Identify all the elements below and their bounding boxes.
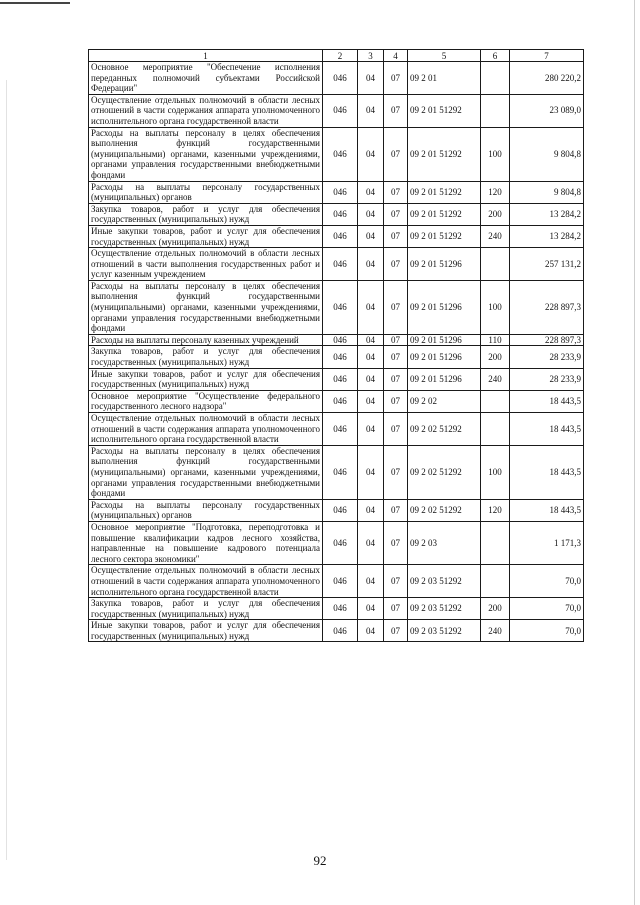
amount-cell: 13 284,2 (510, 225, 584, 247)
amount-cell: 18 443,5 (510, 390, 584, 412)
expense-type-cell (481, 413, 510, 446)
row-name-cell: Иные закупки товаров, работ и услуг для обеспечения государственных (муниципальных) нужд (89, 368, 323, 390)
target-article-cell: 09 2 03 51292 (408, 598, 481, 620)
subsection-code-cell: 07 (384, 620, 408, 642)
subsection-code-cell: 07 (384, 346, 408, 368)
scan-mark (0, 2, 70, 4)
amount-cell: 70,0 (510, 565, 584, 598)
target-article-cell: 09 2 03 (408, 521, 481, 564)
expense-type-cell: 240 (481, 620, 510, 642)
scan-edge-right (634, 0, 635, 905)
row-name-cell: Расходы на выплаты персоналу государственных (муниципальных) органов (89, 499, 323, 521)
amount-cell: 13 284,2 (510, 203, 584, 225)
table-row (89, 62, 584, 95)
amount-cell: 23 089,0 (510, 94, 584, 127)
expense-type-cell: 200 (481, 598, 510, 620)
header-row (89, 50, 584, 62)
row-name-cell: Осуществление отдельных полномочий в области лесных отношений в части содержания аппарата уполномоченного исполнительного органа государственной власти (89, 565, 323, 598)
expense-type-cell: 120 (481, 499, 510, 521)
amount-cell: 1 171,3 (510, 521, 584, 564)
expense-type-cell (481, 565, 510, 598)
amount-cell: 70,0 (510, 598, 584, 620)
grbs-code-cell: 046 (323, 280, 358, 334)
section-code-cell: 04 (358, 62, 384, 95)
table-row (89, 127, 584, 181)
section-code-cell: 04 (358, 127, 384, 181)
row-name-cell: Осуществление отдельных полномочий в области лесных отношений в части содержания аппарата уполномоченного исполнительного органа государственной власти (89, 94, 323, 127)
section-code-cell: 04 (358, 445, 384, 499)
target-article-cell: 09 2 01 51296 (408, 368, 481, 390)
subsection-code-cell: 07 (384, 203, 408, 225)
header-cell: 5 (408, 50, 481, 62)
table-row (89, 368, 584, 390)
expense-type-cell: 200 (481, 346, 510, 368)
section-code-cell: 04 (358, 248, 384, 281)
header-cell: 7 (510, 50, 584, 62)
subsection-code-cell: 07 (384, 127, 408, 181)
subsection-code-cell: 07 (384, 225, 408, 247)
subsection-code-cell: 07 (384, 181, 408, 203)
target-article-cell: 09 2 01 (408, 62, 481, 95)
table-row (89, 445, 584, 499)
expense-type-cell: 100 (481, 127, 510, 181)
row-name-cell: Основное мероприятие "Осуществление федерального государственного лесного надзора" (89, 390, 323, 412)
subsection-code-cell: 07 (384, 390, 408, 412)
target-article-cell: 09 2 01 51296 (408, 280, 481, 334)
amount-cell: 18 443,5 (510, 413, 584, 446)
table-row (89, 225, 584, 247)
header-cell: 3 (358, 50, 384, 62)
table-row (89, 598, 584, 620)
section-code-cell: 04 (358, 181, 384, 203)
target-article-cell: 09 2 01 51292 (408, 181, 481, 203)
grbs-code-cell: 046 (323, 203, 358, 225)
grbs-code-cell: 046 (323, 181, 358, 203)
budget-table (88, 49, 584, 642)
subsection-code-cell: 07 (384, 413, 408, 446)
amount-cell: 28 233,9 (510, 368, 584, 390)
table-row (89, 521, 584, 564)
section-code-cell: 04 (358, 413, 384, 446)
table-row (89, 390, 584, 412)
expense-type-cell (481, 521, 510, 564)
row-name-cell: Расходы на выплаты персоналу в целях обеспечения выполнения функций государственными (муниципальными) органами, казенными учреждениями, органами управления государственными внебюджетными фондами (89, 280, 323, 334)
row-name-cell: Расходы на выплаты персоналу в целях обеспечения выполнения функций государственными (муниципальными) органами, казенными учреждениями, органами управления государственными внебюджетными фондами (89, 127, 323, 181)
section-code-cell: 04 (358, 620, 384, 642)
row-name-cell: Закупка товаров, работ и услуг для обеспечения государственных (муниципальных) нужд (89, 203, 323, 225)
amount-cell: 70,0 (510, 620, 584, 642)
subsection-code-cell: 07 (384, 94, 408, 127)
subsection-code-cell: 07 (384, 248, 408, 281)
target-article-cell: 09 2 01 51292 (408, 203, 481, 225)
row-name-cell: Закупка товаров, работ и услуг для обеспечения государственных (муниципальных) нужд (89, 598, 323, 620)
target-article-cell: 09 2 01 51296 (408, 346, 481, 368)
expense-type-cell: 100 (481, 445, 510, 499)
section-code-cell: 04 (358, 94, 384, 127)
table-row (89, 181, 584, 203)
grbs-code-cell: 046 (323, 127, 358, 181)
row-name-cell: Основное мероприятие "Обеспечение исполнения переданных полномочий субъектами Российской Федерации" (89, 62, 323, 95)
amount-cell: 257 131,2 (510, 248, 584, 281)
target-article-cell: 09 2 02 51292 (408, 413, 481, 446)
row-name-cell: Иные закупки товаров, работ и услуг для обеспечения государственных (муниципальных) нужд (89, 620, 323, 642)
grbs-code-cell: 046 (323, 390, 358, 412)
table-row (89, 346, 584, 368)
section-code-cell: 04 (358, 368, 384, 390)
grbs-code-cell: 046 (323, 225, 358, 247)
expense-type-cell: 120 (481, 181, 510, 203)
amount-cell: 228 897,3 (510, 334, 584, 346)
subsection-code-cell: 07 (384, 499, 408, 521)
grbs-code-cell: 046 (323, 346, 358, 368)
section-code-cell: 04 (358, 334, 384, 346)
grbs-code-cell: 046 (323, 248, 358, 281)
row-name-cell: Расходы на выплаты персоналу казенных учреждений (89, 334, 323, 346)
subsection-code-cell: 07 (384, 445, 408, 499)
section-code-cell: 04 (358, 280, 384, 334)
amount-cell: 228 897,3 (510, 280, 584, 334)
row-name-cell: Иные закупки товаров, работ и услуг для обеспечения государственных (муниципальных) нужд (89, 225, 323, 247)
row-name-cell: Осуществление отдельных полномочий в области лесных отношений в части содержания аппарата уполномоченного исполнительного органа государственной власти (89, 413, 323, 446)
grbs-code-cell: 046 (323, 499, 358, 521)
subsection-code-cell: 07 (384, 62, 408, 95)
subsection-code-cell: 07 (384, 280, 408, 334)
target-article-cell: 09 2 01 51296 (408, 334, 481, 346)
section-code-cell: 04 (358, 598, 384, 620)
expense-type-cell (481, 248, 510, 281)
amount-cell: 280 220,2 (510, 62, 584, 95)
header-cell: 2 (323, 50, 358, 62)
expense-type-cell: 240 (481, 225, 510, 247)
row-name-cell: Закупка товаров, работ и услуг для обеспечения государственных (муниципальных) нужд (89, 346, 323, 368)
grbs-code-cell: 046 (323, 445, 358, 499)
subsection-code-cell: 07 (384, 598, 408, 620)
table-row (89, 248, 584, 281)
subsection-code-cell: 07 (384, 521, 408, 564)
header-cell: 1 (89, 50, 323, 62)
amount-cell: 28 233,9 (510, 346, 584, 368)
header-cell: 6 (481, 50, 510, 62)
grbs-code-cell: 046 (323, 94, 358, 127)
grbs-code-cell: 046 (323, 620, 358, 642)
section-code-cell: 04 (358, 499, 384, 521)
grbs-code-cell: 046 (323, 598, 358, 620)
table-row (89, 280, 584, 334)
table-row (89, 565, 584, 598)
amount-cell: 18 443,5 (510, 499, 584, 521)
expense-type-cell (481, 390, 510, 412)
row-name-cell: Расходы на выплаты персоналу в целях обеспечения выполнения функций государственными (муниципальными) органами, казенными учреждениями, органами управления государственными внебюджетными фондами (89, 445, 323, 499)
page-number: 92 (313, 853, 327, 868)
target-article-cell: 09 2 01 51296 (408, 248, 481, 281)
expense-type-cell (481, 94, 510, 127)
section-code-cell: 04 (358, 521, 384, 564)
expense-type-cell (481, 62, 510, 95)
target-article-cell: 09 2 01 51292 (408, 225, 481, 247)
grbs-code-cell: 046 (323, 62, 358, 95)
row-name-cell: Основное мероприятие "Подготовка, переподготовка и повышение квалификации кадров лесного хозяйства, направленные на повышение кадрового потенциала лесного сектора экономики" (89, 521, 323, 564)
subsection-code-cell: 07 (384, 334, 408, 346)
target-article-cell: 09 2 03 51292 (408, 620, 481, 642)
section-code-cell: 04 (358, 390, 384, 412)
grbs-code-cell: 046 (323, 413, 358, 446)
row-name-cell: Осуществление отдельных полномочий в области лесных отношений в части выполнения государственных работ и услуг казенным учреждением (89, 248, 323, 281)
subsection-code-cell: 07 (384, 565, 408, 598)
target-article-cell: 09 2 02 (408, 390, 481, 412)
scan-edge-left (6, 80, 7, 860)
amount-cell: 9 804,8 (510, 127, 584, 181)
table-row (89, 499, 584, 521)
table-row (89, 334, 584, 346)
header-cell: 4 (384, 50, 408, 62)
target-article-cell: 09 2 01 51292 (408, 127, 481, 181)
subsection-code-cell: 07 (384, 368, 408, 390)
table-row (89, 413, 584, 446)
amount-cell: 9 804,8 (510, 181, 584, 203)
target-article-cell: 09 2 01 51292 (408, 94, 481, 127)
grbs-code-cell: 046 (323, 565, 358, 598)
section-code-cell: 04 (358, 565, 384, 598)
grbs-code-cell: 046 (323, 334, 358, 346)
expense-type-cell: 110 (481, 334, 510, 346)
target-article-cell: 09 2 02 51292 (408, 499, 481, 521)
target-article-cell: 09 2 03 51292 (408, 565, 481, 598)
section-code-cell: 04 (358, 203, 384, 225)
grbs-code-cell: 046 (323, 521, 358, 564)
row-name-cell: Расходы на выплаты персоналу государственных (муниципальных) органов (89, 181, 323, 203)
table-row (89, 620, 584, 642)
table-row (89, 203, 584, 225)
grbs-code-cell: 046 (323, 368, 358, 390)
section-code-cell: 04 (358, 346, 384, 368)
expense-type-cell: 200 (481, 203, 510, 225)
amount-cell: 18 443,5 (510, 445, 584, 499)
section-code-cell: 04 (358, 225, 384, 247)
table-row (89, 94, 584, 127)
expense-type-cell: 100 (481, 280, 510, 334)
expense-type-cell: 240 (481, 368, 510, 390)
target-article-cell: 09 2 02 51292 (408, 445, 481, 499)
